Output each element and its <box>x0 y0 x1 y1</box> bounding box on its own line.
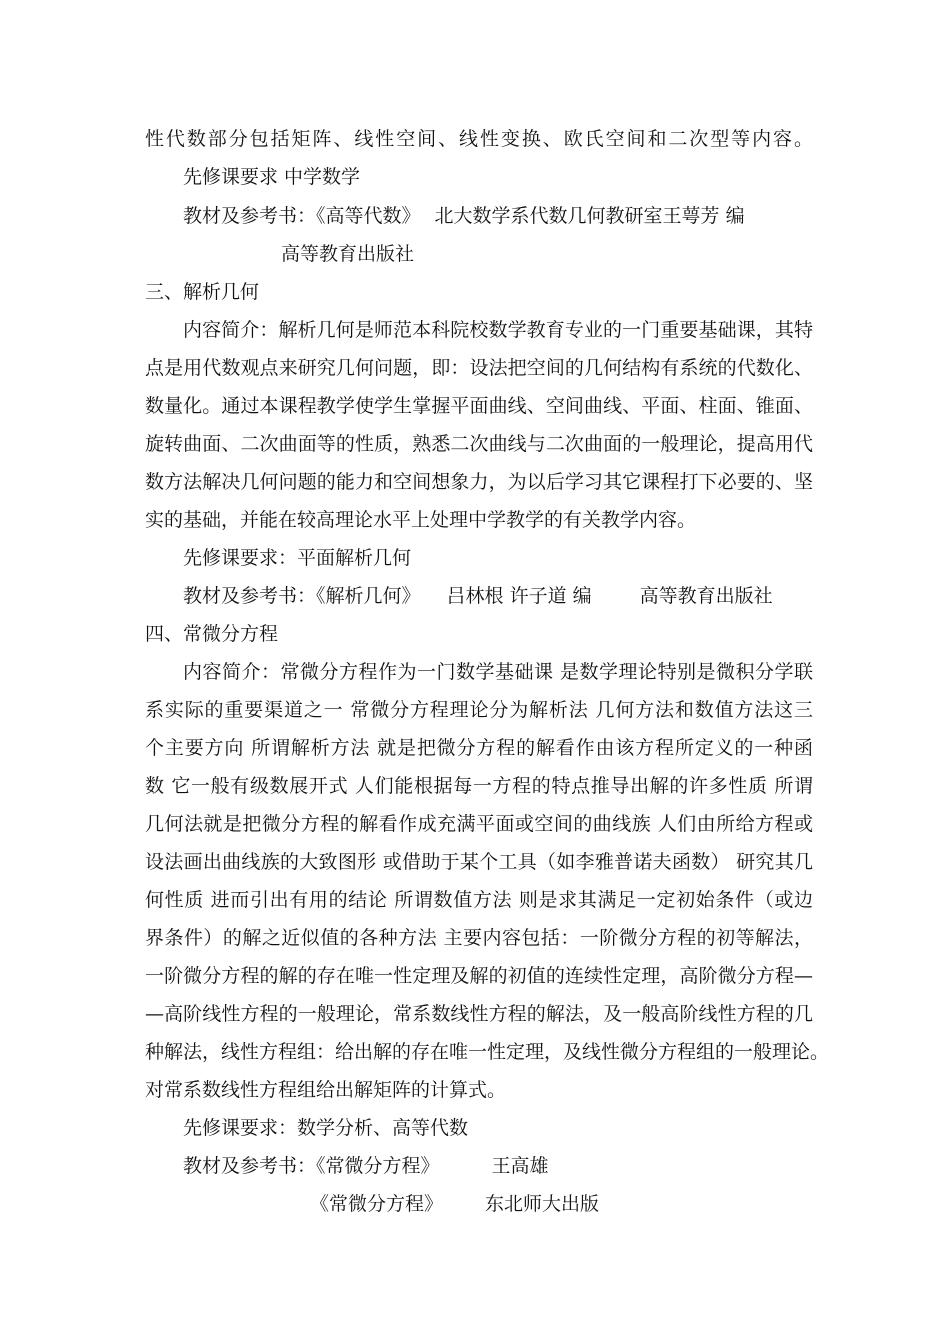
section4-intro-line: 数 它一般有级数展开式 人们能根据每一方程的特点推导出解的许多性质 所谓 <box>145 775 813 797</box>
section2-textbook-publisher: 高等教育出版社 <box>281 243 415 265</box>
section4-textbook-second <box>310 1192 950 1216</box>
section2-content-tail: 性代数部分包括矩阵、线性空间、线性变换、欧氏空间和二次型等内容。 <box>145 128 813 150</box>
section4-intro-line: —高阶线性方程的一般理论，常系数线性方程的解法，及一般高阶线性方程的几 <box>145 1003 813 1025</box>
section4-textbook <box>183 1154 813 1178</box>
section4-intro-line: 界条件）的解之近似值的各种方法 主要内容包括：一阶微分方程的初等解法， <box>145 927 813 949</box>
section3-intro-line: 数量化。通过本课程教学使学生掌握平面曲线、空间曲线、平面、柱面、锥面、 <box>145 395 813 417</box>
section3-intro-line: 实的基础，并能在较高理论水平上处理中学教学的有关教学内容。 <box>145 509 697 531</box>
textbook-publisher: 高等教育出版社 <box>639 585 773 607</box>
textbook-label: 教材及参考书： <box>183 585 317 607</box>
textbook-title: 《高等代数》 <box>316 205 421 227</box>
textbook-label: 教材及参考书： <box>183 205 317 227</box>
section4-intro-line: 对常系数线性方程组给出解矩阵的计算式。 <box>145 1079 507 1101</box>
section4-intro-line: 个主要方向 所谓解析方法 就是把微分方程的解看作由该方程所定义的一种函 <box>145 737 813 759</box>
textbook-author: 北大数学系代数几何教研室王萼芳 编 <box>434 205 745 227</box>
textbook-author: 王高雄 <box>491 1155 549 1177</box>
section4-intro-line: 内容简介：常微分方程作为一门数学基础课 是数学理论特别是微积分学联 <box>183 661 813 683</box>
textbook-title: 《常微分方程》 <box>310 1193 444 1215</box>
textbook-title: 《解析几何》 <box>316 585 421 607</box>
section4-intro-line: 几何法就是把微分方程的解看作成充满平面或空间的曲线族 人们由所给方程或 <box>145 813 813 835</box>
section2-textbook <box>183 204 813 228</box>
section4-intro-line: 设法画出曲线族的大致图形 或借助于某个工具（如李雅普诺夫函数） 研究其几 <box>145 851 813 873</box>
section4-intro-line: 何性质 进而引出有用的结论 所谓数值方法 则是求其满足一定初始条件（或边 <box>145 889 813 911</box>
section3-intro-line: 旋转曲面、二次曲面等的性质，熟悉二次曲线与二次曲面的一般理论，提高用代 <box>145 433 813 455</box>
section3-intro-line: 数方法解决几何问题的能力和空间想象力，为以后学习其它课程打下必要的、坚 <box>145 471 813 493</box>
textbook-publisher: 东北师大出版 <box>485 1193 600 1215</box>
section2-prereq: 先修课要求 中学数学 <box>183 166 361 188</box>
section4-heading: 四、常微分方程 <box>145 623 279 645</box>
textbook-author: 吕林根 许子道 编 <box>446 585 592 607</box>
section4-intro-line: 种解法，线性方程组：给出解的存在唯一性定理，及线性微分方程组的一般理论。 <box>145 1041 830 1063</box>
textbook-title: 《常微分方程》 <box>316 1155 440 1177</box>
section3-textbook <box>183 584 813 608</box>
section4-intro-line: 一阶微分方程的解的存在唯一性定理及解的初值的连续性定理，高阶微分方程— <box>145 965 813 987</box>
section3-prereq: 先修课要求：平面解析几何 <box>183 547 412 569</box>
textbook-label: 教材及参考书： <box>183 1155 317 1177</box>
section3-heading: 三、解析几何 <box>145 281 260 303</box>
section3-intro-line: 点是用代数观点来研究几何问题，即：设法把空间的几何结构有系统的代数化、 <box>145 357 813 379</box>
section3-intro-line: 内容简介：解析几何是师范本科院校数学教育专业的一门重要基础课，其特 <box>183 319 813 341</box>
section4-prereq: 先修课要求：数学分析、高等代数 <box>183 1117 469 1139</box>
section4-intro-line: 系实际的重要渠道之一 常微分方程理论分为解析法 几何方法和数值方法这三 <box>145 699 813 721</box>
